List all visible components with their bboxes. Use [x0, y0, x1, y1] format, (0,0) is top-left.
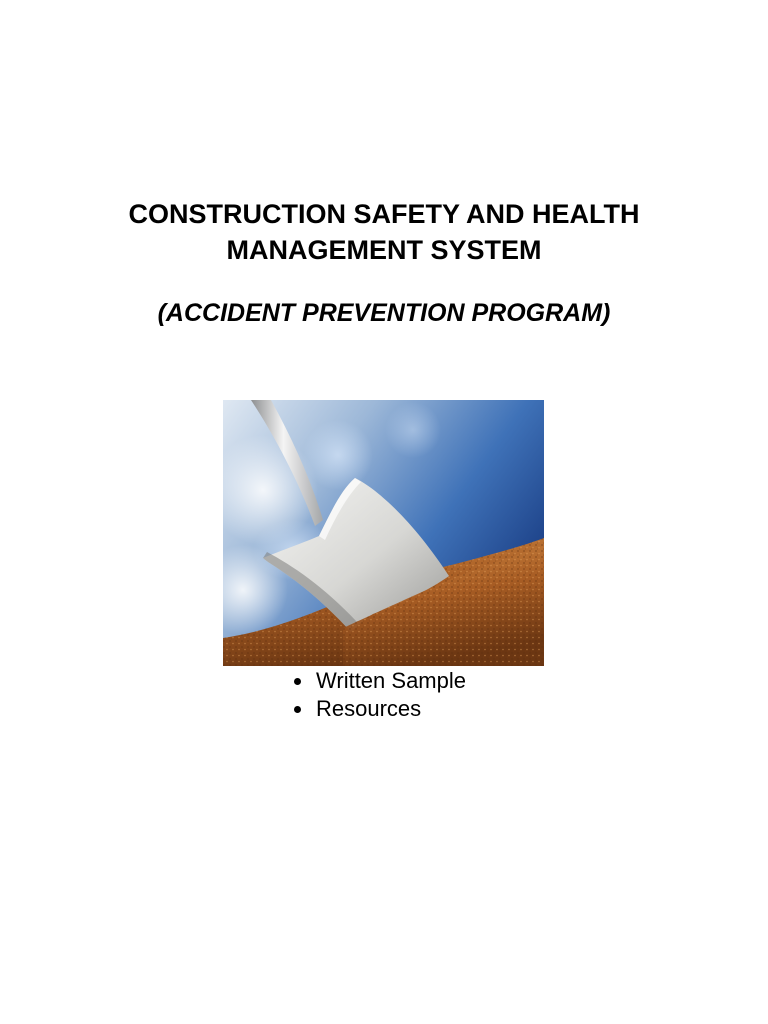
document-title-line-2: MANAGEMENT SYSTEM	[226, 235, 542, 265]
bullet-icon	[294, 678, 301, 685]
list-item-label: Written Sample	[316, 668, 466, 693]
list-item-label: Resources	[316, 696, 422, 721]
bullet-icon	[294, 706, 301, 713]
list-item	[292, 695, 466, 723]
shovel-in-dirt-photo	[223, 400, 544, 666]
document-title-line-1: CONSTRUCTION SAFETY AND HEALTH	[128, 199, 640, 229]
bullet-list	[292, 667, 466, 723]
list-item	[292, 667, 466, 695]
document-title	[0, 196, 768, 268]
document-subtitle: (ACCIDENT PREVENTION PROGRAM)	[157, 299, 611, 327]
